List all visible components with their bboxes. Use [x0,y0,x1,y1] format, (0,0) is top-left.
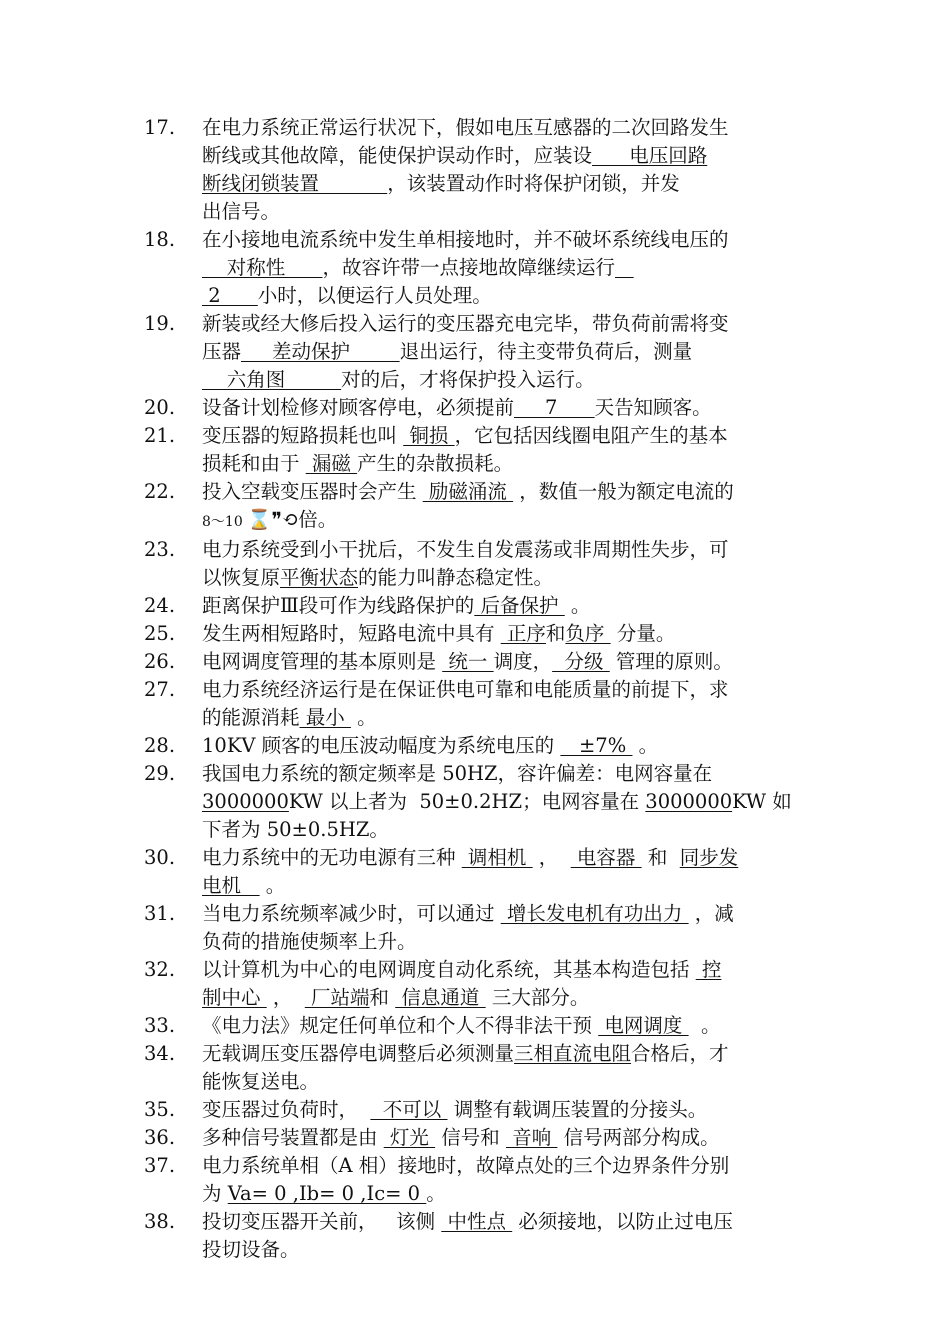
item-number: 29. [144,762,176,785]
text-segment: 小时，以便运行人员处理。 [257,284,492,307]
item-number: 25. [144,622,176,645]
answer-blank: 厂站端 [304,986,370,1009]
answer-blank: 3000000 [645,790,733,813]
text-segment: 多种信号装置都是由 [202,1126,384,1149]
answer-blank: 调相机 [461,846,533,869]
answer-blank: 信息通道 [395,986,486,1009]
item-number: 30. [144,846,176,869]
text-segment: 三大部分。 [485,986,590,1009]
text-line [202,1236,807,1264]
text-line [202,536,807,564]
text-line [202,282,807,310]
list-item [0,114,950,226]
text-line [202,984,807,1012]
text-segment: 退出运行，待主变带负荷后，测量 [399,340,693,363]
list-item [0,676,950,732]
text-line [202,788,807,816]
answer-blank: 电压回路 [592,144,708,167]
item-text [202,732,807,760]
text-segment: 下者为 50±0.5HZ。 [202,818,389,841]
item-number: 26. [144,650,176,673]
text-line [202,620,807,648]
item-text [202,1124,807,1152]
text-segment: KW 以上者为 50±0.2HZ；电网容量在 [288,790,646,813]
text-segment: 电力系统中的无功电源有三种 [202,846,462,869]
answer-blank: 音响 [506,1126,558,1149]
item-number: 32. [144,958,176,981]
text-segment: 和 [545,622,566,645]
text-line [202,1180,807,1208]
text-segment: ⌛❞⟲ [247,508,299,531]
text-line [202,1124,807,1152]
text-segment: 电力系统经济运行是在保证供电可靠和电能质量的前提下，求 [202,678,729,701]
text-segment: 调整有载调压装置的分接头。 [447,1098,708,1121]
item-text [202,956,807,1012]
text-line [202,310,807,338]
item-text [202,422,807,478]
list-item [0,760,950,844]
item-number: 31. [144,902,176,925]
text-segment: 断线或其他故障，能使保护误动作时，应装设 [202,144,593,167]
text-segment: 设备计划检修对顾客停电，必须提前 [202,396,515,419]
text-line [202,478,807,506]
text-line [202,142,807,170]
item-text [202,760,807,844]
text-segment: 的能源消耗 [202,706,300,729]
text-segment: 投入空载变压器时会产生 [202,480,423,503]
text-segment: 发生两相短路时，短路电流中具有 [202,622,501,645]
answer-blank: 3000000 [202,790,289,813]
text-segment: 。 [688,1014,721,1037]
text-segment: 。 [426,1182,446,1205]
answer-blank: 对称性 [202,256,323,279]
item-text [202,226,807,310]
item-text [202,676,807,732]
list-item [0,592,950,620]
text-line [202,1040,807,1068]
item-number: 23. [144,538,176,561]
answer-blank: 电容器 [570,846,642,869]
list-item [0,422,950,478]
item-text [202,900,807,956]
text-segment: 对的后，才将保护投入运行。 [341,368,595,391]
answer-blank: ±7% [560,734,633,757]
answer-blank: 电机 [202,874,260,897]
list-item [0,1096,950,1124]
item-number: 27. [144,678,176,701]
text-line [202,592,807,620]
text-segment: 当电力系统频率减少时，可以通过 [202,902,501,925]
item-text [202,1012,807,1040]
item-number: 22. [144,480,176,503]
answer-blank: Va= 0 ,Ib= 0 ,Ic= 0 [227,1182,427,1205]
answer-blank: 平衡状态 [280,566,359,589]
text-line [202,366,807,394]
text-segment: 能恢复送电。 [202,1070,320,1093]
text-line [202,394,807,422]
answer-blank: 分级 [552,650,610,673]
item-number: 21. [144,424,176,447]
list-item [0,648,950,676]
item-number: 18. [144,228,176,251]
item-text [202,394,807,422]
list-item [0,1152,950,1208]
text-line [202,1208,807,1236]
text-segment: 10KV 顾客的电压波动幅度为系统电压的 [202,734,561,757]
list-item [0,732,950,760]
list-item [0,1208,950,1264]
text-line [202,1068,807,1096]
text-segment: 变压器的短路损耗也叫 [202,424,404,447]
answer-blank: 三相直流电阻 [514,1042,632,1065]
text-line [202,1012,807,1040]
text-line [202,564,807,592]
text-line [202,928,807,956]
item-text [202,1208,807,1264]
question-list [0,114,950,1264]
list-item [0,536,950,592]
text-segment: 。 [564,594,591,617]
answer-blank: 铜损 [403,424,455,447]
list-item [0,226,950,310]
text-line [202,1152,807,1180]
answer-blank: 灯光 [383,1126,436,1149]
text-segment: 新装或经大修后投入运行的变压器充电完毕，带负荷前需将变 [202,312,729,335]
text-segment: ，该装置动作时将保护闭锁，并发 [387,172,680,195]
text-line [202,760,807,788]
text-segment: 调度， [493,650,553,673]
item-number: 20. [144,396,176,419]
list-item [0,394,950,422]
item-text [202,620,807,648]
item-number: 35. [144,1098,176,1121]
text-segment: 在小接地电流系统中发生单相接地时，并不破坏系统线电压的 [202,228,729,251]
answer-blank: 最小 [299,706,351,729]
text-segment: 电网调度管理的基本原则是 [202,650,443,673]
text-line [202,872,807,900]
text-line [202,816,807,844]
item-text [202,1152,807,1208]
item-number: 33. [144,1014,176,1037]
text-segment: 压器 [202,340,242,363]
text-segment: 8～10 [202,514,248,530]
text-segment: 《电力法》规定任何单位和个人不得非法干预 [202,1014,599,1037]
text-segment: 和 [369,986,396,1009]
text-segment: ，它包括因线圈电阻产生的基本 [454,424,728,447]
text-line [202,900,807,928]
text-segment: 分量。 [610,622,676,645]
answer-blank: 电网调度 [598,1014,689,1037]
text-line [202,704,807,732]
answer-blank: 制中心 [202,986,267,1009]
text-segment: ，故容许带一点接地故障继续运行 [322,256,616,279]
text-segment: 无载调压变压器停电调整后必须测量 [202,1042,515,1065]
text-segment: 。 [259,874,286,897]
list-item [0,900,950,956]
text-line [202,648,807,676]
text-segment: ，减 [688,902,734,925]
text-segment: 管理的原则。 [609,650,733,673]
text-segment: 投切变压器开关前， 该侧 [202,1210,442,1233]
text-segment: 。 [632,734,659,757]
text-line [202,338,807,366]
text-segment: ，数值一般为额定电流的 [513,480,734,503]
text-segment: 天告知顾客。 [594,396,712,419]
text-segment: 变压器过负荷时， [202,1098,371,1121]
text-segment: 以计算机为中心的电网调度自动化系统，其基本构造包括 [202,958,696,981]
item-number: 36. [144,1126,176,1149]
answer-blank: 漏磁 [305,452,358,475]
answer-blank: 后备保护 [474,594,565,617]
text-segment: ， [266,986,305,1009]
item-number: 37. [144,1154,176,1177]
answer-blank: 励磁涌流 [422,480,514,503]
text-segment: 倍。 [298,508,338,531]
text-segment: 距离保护Ⅲ段可作为线路保护的 [202,594,475,617]
answer-blank: 中性点 [441,1210,513,1233]
text-line [202,1096,807,1124]
item-text [202,844,807,900]
list-item [0,478,950,536]
item-number: 17. [144,116,176,139]
text-segment: 投切设备。 [202,1238,300,1261]
list-item [0,1040,950,1096]
text-segment: 为 [202,1182,228,1205]
text-line [202,198,807,226]
text-line [202,114,807,142]
text-segment: 在电力系统正常运行状况下，假如电压互感器的二次回路发生 [202,116,729,139]
text-segment: 以恢复原 [202,566,281,589]
text-segment: 负荷的措施使频率上升。 [202,930,417,953]
text-line [202,254,807,282]
text-segment: 和 [641,846,680,869]
item-text [202,1040,807,1096]
item-number: 28. [144,734,176,757]
answer-blank: 统一 [442,650,494,673]
text-segment: 信号和 [435,1126,507,1149]
item-text [202,114,807,226]
item-number: 24. [144,594,176,617]
text-segment: 产生的杂散损耗。 [357,452,514,475]
list-item [0,956,950,1012]
answer-blank: 正序 [500,622,546,645]
text-segment: 电力系统受到小干扰后，不发生自发震荡或非周期性失步，可 [202,538,729,561]
text-segment: 损耗和由于 [202,452,306,475]
list-item [0,620,950,648]
answer-blank: 控 [695,958,722,981]
text-segment: 信号两部分构成。 [557,1126,720,1149]
list-item [0,1124,950,1152]
item-text [202,592,807,620]
item-number: 34. [144,1042,176,1065]
answer-blank: 六角图 [202,368,342,391]
item-number: 38. [144,1210,176,1233]
item-text [202,1096,807,1124]
item-text [202,478,807,536]
list-item [0,844,950,900]
text-segment: 的能力叫静态稳定性。 [358,566,554,589]
text-segment: KW 如 [732,790,792,813]
item-text [202,310,807,394]
text-segment: 。 [350,706,377,729]
item-text [202,648,807,676]
text-line [202,732,807,760]
text-line [202,422,807,450]
answer-blank: 不可以 [370,1098,448,1121]
item-text [202,536,807,592]
answer-blank: 负序 [565,622,611,645]
item-number: 19. [144,312,176,335]
answer-blank: 7 [514,396,595,419]
text-line [202,676,807,704]
text-line [202,170,807,198]
text-segment: 出信号。 [202,200,281,223]
text-line [202,506,807,536]
answer-blank [615,256,634,279]
text-segment: 必须接地，以防止过电压 [512,1210,733,1233]
text-segment: 合格后，才 [631,1042,729,1065]
answer-blank: 断线闭锁装置 [202,172,388,195]
text-line [202,226,807,254]
answer-blank: 增长发电机有功出力 [500,902,689,925]
answer-blank: 同步发 [679,846,739,869]
text-segment: ， [532,846,571,869]
text-segment: 电力系统单相（A 相）接地时，故障点处的三个边界条件分别 [202,1154,730,1177]
list-item [0,310,950,394]
text-segment: 我国电力系统的额定频率是 50HZ，容许偏差：电网容量在 [202,762,713,785]
answer-blank: 差动保护 [241,340,400,363]
answer-blank: 2 [202,284,258,307]
text-line [202,450,807,478]
list-item [0,1012,950,1040]
text-line [202,956,807,984]
text-line [202,844,807,872]
